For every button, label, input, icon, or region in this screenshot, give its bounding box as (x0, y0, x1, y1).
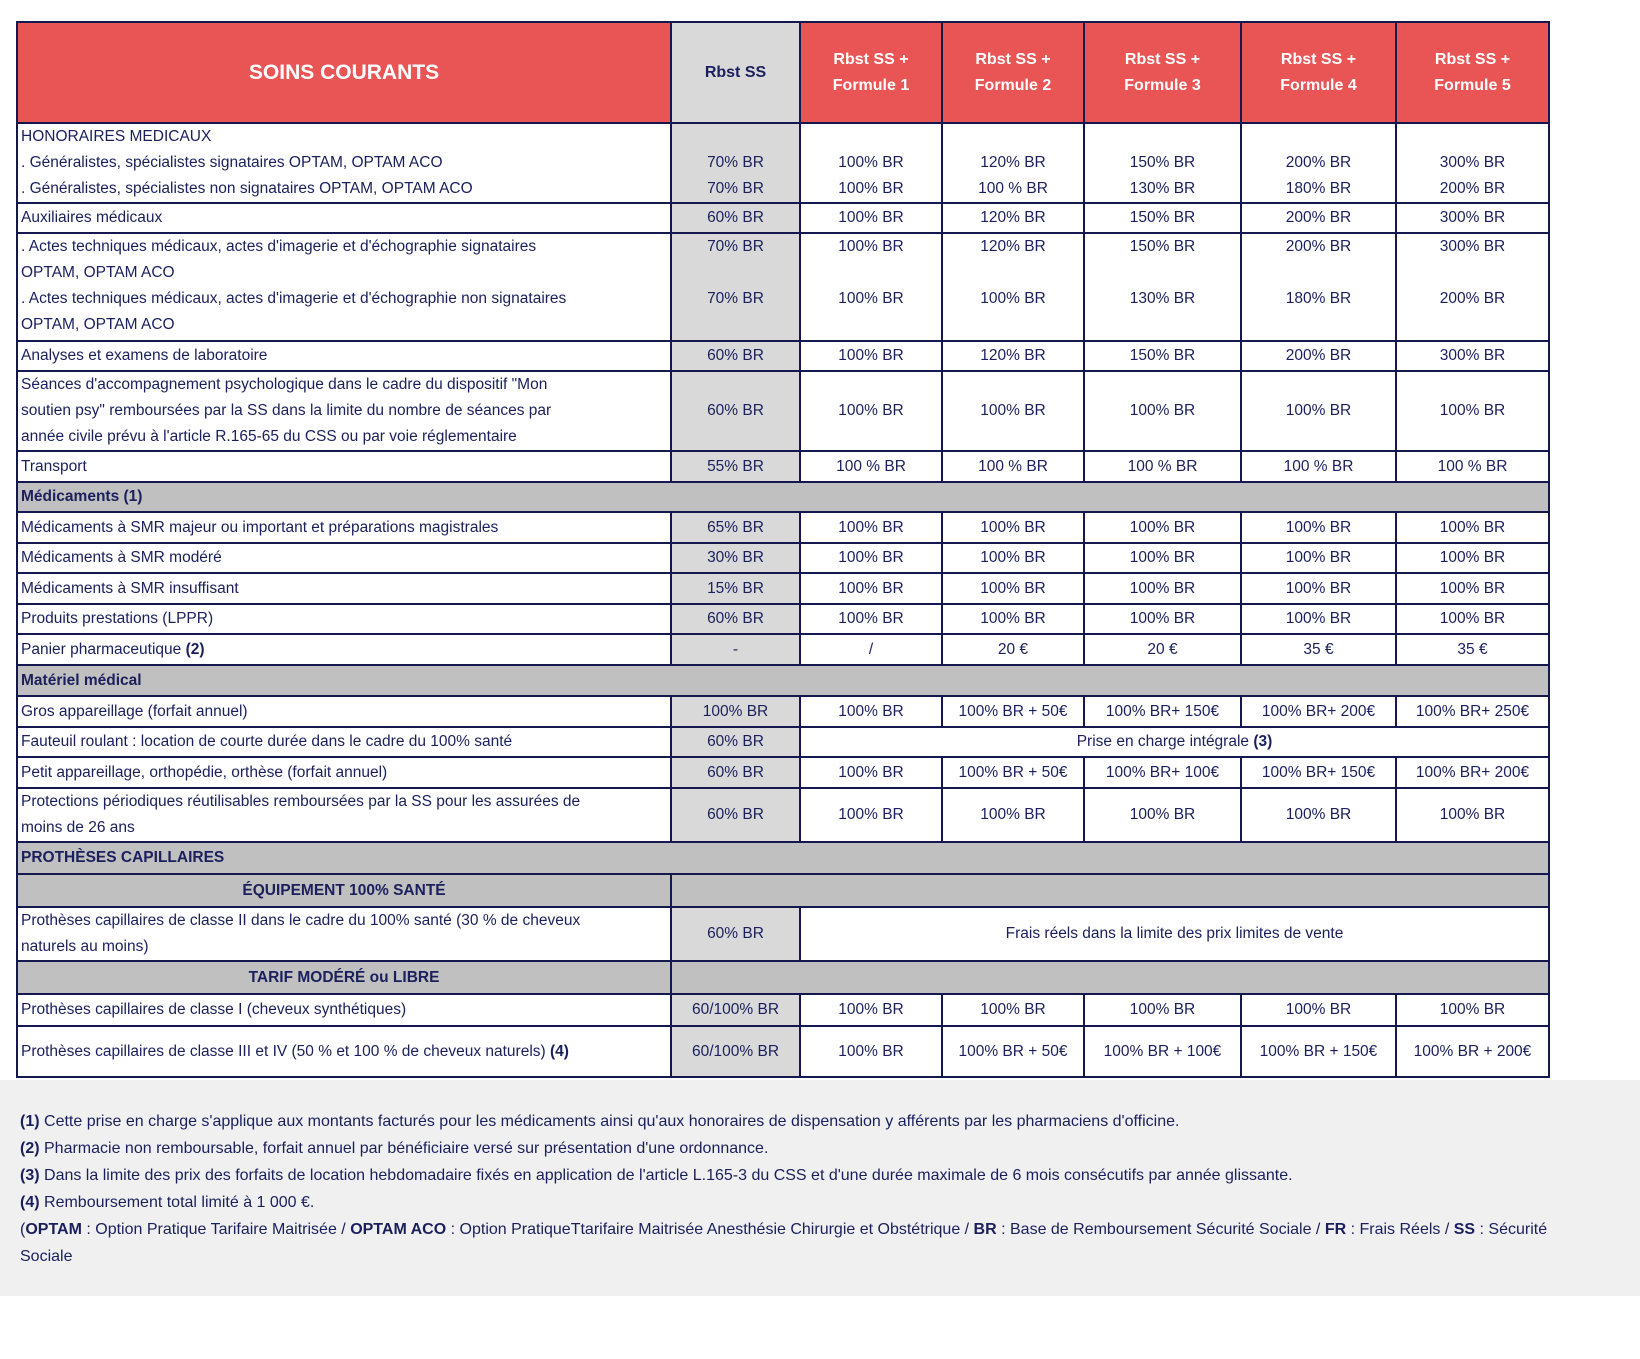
row-label-line: Prothèses capillaires de classe II dans le cadre du 100% santé (30 % de cheveux (21, 912, 581, 929)
row-label (17, 371, 671, 451)
section-row-materiel (17, 665, 1549, 696)
cell-formule-4: 100% BR (1241, 788, 1396, 842)
cell-formule-4: 100% BR (1241, 994, 1396, 1026)
column-header-line: Formule 5 (1434, 76, 1511, 94)
cell-formule-4: 100 % BR (1241, 451, 1396, 482)
cell-formule-5 (1396, 233, 1549, 341)
cell-formule-5: 300% BR (1396, 203, 1549, 233)
cell-rbst-ss: 60% BR (671, 604, 800, 634)
row-label-line: OPTAM, OPTAM ACO (21, 316, 175, 333)
cell-formule-3: 100% BR (1084, 604, 1241, 634)
column-header-formule-1 (800, 22, 942, 123)
footnotes-list (20, 1108, 1580, 1270)
cell-formule-2: 120% BR (942, 203, 1084, 233)
glossary-def: : Option Pratique Tarifaire Maitrisée / (81, 1221, 351, 1238)
table-title: SOINS COURANTS (17, 22, 671, 123)
footnote-2 (20, 1135, 1580, 1162)
cell-value: 70% BR (707, 290, 764, 307)
footnotes-panel (0, 1080, 1640, 1296)
cell-formule-4: 35 € (1241, 634, 1396, 665)
cell-rbst-ss: 60/100% BR (671, 1026, 800, 1077)
cell-rbst-ss: 60% BR (671, 203, 800, 233)
footnote-text: Dans la limite des prix des forfaits de location hebdomadaire fixés en application de l'article L.165-3 du CSS et d'une durée maximale de 6 mois consécutifs par année glissante. (39, 1167, 1293, 1184)
cell-formule-3: 100% BR (1084, 573, 1241, 604)
cell-formule-3: 100% BR (1084, 371, 1241, 451)
cell-formule-1 (800, 123, 942, 203)
cell-rbst-ss: 60% BR (671, 341, 800, 371)
cell-rbst-ss: 15% BR (671, 573, 800, 604)
cell-formule-1: 100% BR (800, 203, 942, 233)
glossary-term: OPTAM ACO (350, 1221, 447, 1238)
cell-formule-2: 100% BR (942, 543, 1084, 573)
glossary-term: FR (1324, 1221, 1347, 1238)
subsection-title: TARIF MODÉRÉ ou LIBRE (17, 961, 671, 994)
cell-formule-4: 100% BR (1241, 573, 1396, 604)
cell-formule-1: 100% BR (800, 788, 942, 842)
cell-rbst-ss: - (671, 634, 800, 665)
table-row (17, 788, 1549, 842)
column-header-line: Rbst SS + (833, 50, 909, 68)
table-row (17, 696, 1549, 727)
row-label-line: HONORAIRES MEDICAUX (21, 128, 212, 145)
table-row (17, 1026, 1549, 1077)
column-header-formule-2 (942, 22, 1084, 123)
cell-formule-1: 100% BR (800, 604, 942, 634)
cell-formule-3: 100% BR + 100€ (1084, 1026, 1241, 1077)
cell-formule-1 (800, 233, 942, 341)
cell-formule-1: 100 % BR (800, 451, 942, 482)
cell-value: 150% BR (1129, 238, 1196, 255)
glossary-def: : Frais Réels / (1346, 1221, 1454, 1238)
cell-formule-3: 100% BR (1084, 788, 1241, 842)
row-label (17, 123, 671, 203)
cell-value: Prise en charge intégrale (1076, 733, 1254, 750)
column-header-line: Rbst SS + (1280, 50, 1357, 68)
cell-value: 180% BR (1285, 290, 1352, 307)
subsection-row-equipement (17, 874, 1549, 907)
cell-formule-1: 100% BR (800, 1026, 942, 1077)
cell-value: 70% BR (707, 180, 764, 197)
row-label-text: Panier pharmaceutique (21, 640, 186, 658)
footnote-1 (20, 1108, 1580, 1135)
cell-formule-2: 100% BR + 50€ (942, 757, 1084, 788)
cell-formule-2: 100% BR (942, 788, 1084, 842)
cell-formule-3: 20 € (1084, 634, 1241, 665)
cell-formule-3: 100% BR+ 150€ (1084, 696, 1241, 727)
column-header-formule-5 (1396, 22, 1549, 123)
cell-formule-2: 100% BR (942, 604, 1084, 634)
table-row (17, 371, 1549, 451)
cell-value: 70% BR (707, 154, 764, 171)
row-label-line: soutien psy" remboursées par la SS dans la limite du nombre de séances par (21, 402, 552, 419)
cell-value: 120% BR (980, 154, 1046, 171)
table-row (17, 341, 1549, 371)
row-label: Transport (17, 451, 671, 482)
cell-formule-5: 300% BR (1396, 341, 1549, 371)
cell-formule-4 (1241, 233, 1396, 341)
cell-formule-5: 100% BR (1396, 371, 1549, 451)
cell-formule-2: 100% BR + 50€ (942, 696, 1084, 727)
row-label-line: . Généralistes, spécialistes signataires OPTAM, OPTAM ACO (21, 154, 443, 171)
cell-value: 200% BR (1285, 238, 1352, 255)
section-row-medicaments (17, 482, 1549, 512)
table-row (17, 757, 1549, 788)
guarantees-table (16, 21, 1550, 1078)
column-header-line: Formule 4 (1280, 76, 1357, 94)
cell-formule-2: 100 % BR (942, 451, 1084, 482)
cell-rbst-ss: 30% BR (671, 543, 800, 573)
cell-formule-3 (1084, 123, 1241, 203)
table-row (17, 604, 1549, 634)
cell-formule-3: 100% BR (1084, 512, 1241, 543)
section-title: PROTHÈSES CAPILLAIRES (17, 842, 1549, 874)
footnote-text: Cette prise en charge s'applique aux montants facturés pour les médicaments ainsi qu'aux honoraires de dispensation y afférents par les pharmaciens d'officine. (39, 1113, 1180, 1130)
cell-rbst-ss: 60% BR (671, 788, 800, 842)
cell-merged-formules (800, 727, 1549, 757)
cell-formule-2: 100% BR + 50€ (942, 1026, 1084, 1077)
column-header-line: Rbst SS + (1434, 50, 1511, 68)
cell-value: 200% BR (1439, 180, 1506, 197)
cell-formule-3: 100% BR (1084, 994, 1241, 1026)
footnote-mark: (1) (20, 1113, 40, 1130)
cell-merged-formules: Frais réels dans la limite des prix limites de vente (800, 907, 1549, 961)
cell-formule-5: 100% BR+ 200€ (1396, 757, 1549, 788)
cell-formule-5: 100% BR (1396, 604, 1549, 634)
cell-formule-1: / (800, 634, 942, 665)
cell-value: 200% BR (1439, 290, 1506, 307)
table-row (17, 543, 1549, 573)
footnote-3 (20, 1162, 1580, 1189)
cell-formule-2 (942, 123, 1084, 203)
row-label: Médicaments à SMR insuffisant (17, 573, 671, 604)
cell-formule-2 (942, 233, 1084, 341)
cell-rbst-ss (671, 123, 800, 203)
table-row-honoraires (17, 123, 1549, 203)
row-label (17, 1026, 671, 1077)
cell-formule-2: 100% BR (942, 512, 1084, 543)
cell-formule-5: 100% BR (1396, 543, 1549, 573)
cell-formule-3: 100% BR (1084, 543, 1241, 573)
glossary-term: BR (973, 1221, 997, 1238)
subsection-filler (671, 874, 1549, 907)
footnote-text: Remboursement total limité à 1 000 €. (39, 1194, 315, 1211)
cell-formule-1: 100% BR (800, 512, 942, 543)
cell-formule-4 (1241, 123, 1396, 203)
cell-rbst-ss: 55% BR (671, 451, 800, 482)
section-title: Médicaments (1) (17, 482, 1549, 512)
table-row (17, 994, 1549, 1026)
cell-formule-4: 100% BR (1241, 512, 1396, 543)
cell-value: 150% BR (1129, 154, 1196, 171)
row-label-line: Séances d'accompagnement psychologique dans le cadre du dispositif "Mon (21, 376, 548, 393)
cell-formule-3: 150% BR (1084, 341, 1241, 371)
row-label (17, 233, 671, 341)
cell-value: 300% BR (1439, 238, 1506, 255)
cell-formule-5: 35 € (1396, 634, 1549, 665)
table-row (17, 451, 1549, 482)
footnote-ref: (3) (1253, 733, 1273, 750)
cell-formule-2: 100% BR (942, 573, 1084, 604)
column-header-formule-4 (1241, 22, 1396, 123)
footnote-ref: (2) (185, 640, 205, 658)
footnote-mark: (4) (20, 1194, 40, 1211)
cell-rbst-ss: 100% BR (671, 696, 800, 727)
column-header-line: Formule 2 (974, 76, 1052, 94)
cell-formule-5: 100% BR (1396, 788, 1549, 842)
table-row (17, 203, 1549, 233)
cell-rbst-ss: 60% BR (671, 757, 800, 788)
row-label-line: . Actes techniques médicaux, actes d'imagerie et d'échographie non signataires (21, 290, 567, 307)
cell-value: 100% BR (838, 180, 904, 197)
footnote-mark: (3) (20, 1167, 40, 1184)
cell-formule-3: 150% BR (1084, 203, 1241, 233)
column-header-line: Rbst SS + (975, 50, 1051, 68)
row-label-line: . Actes techniques médicaux, actes d'imagerie et d'échographie signataires (21, 238, 537, 255)
table-row (17, 512, 1549, 543)
table-row (17, 907, 1549, 961)
row-label-line: OPTAM, OPTAM ACO (21, 264, 175, 281)
subsection-row-tarif (17, 961, 1549, 994)
glossary (20, 1216, 1580, 1270)
row-label: Gros appareillage (forfait annuel) (17, 696, 671, 727)
cell-value: 200% BR (1285, 154, 1352, 171)
footnote-ref: (4) (550, 1042, 569, 1060)
cell-value: 100% BR (838, 238, 904, 255)
cell-formule-4: 100% BR (1241, 371, 1396, 451)
cell-rbst-ss: 60% BR (671, 727, 800, 757)
cell-formule-1: 100% BR (800, 371, 942, 451)
cell-formule-2: 120% BR (942, 341, 1084, 371)
section-title: Matériel médical (17, 665, 1549, 696)
cell-value: 100 % BR (978, 180, 1048, 197)
column-header-line: Formule 1 (832, 76, 910, 94)
cell-rbst-ss (671, 233, 800, 341)
cell-formule-4: 100% BR + 150€ (1241, 1026, 1396, 1077)
cell-value: 180% BR (1285, 180, 1352, 197)
row-label (17, 907, 671, 961)
cell-formule-2: 100% BR (942, 994, 1084, 1026)
cell-formule-5: 100% BR (1396, 512, 1549, 543)
column-header-line: Rbst SS + (1124, 50, 1201, 68)
footnote-text: Pharmacie non remboursable, forfait annuel par bénéficiaire versé sur présentation d'une ordonnance. (39, 1140, 769, 1157)
column-header-line: Formule 3 (1124, 76, 1201, 94)
cell-formule-5: 100% BR (1396, 573, 1549, 604)
row-label-line: année civile prévu à l'article R.165-65 du CSS ou par voie réglementaire (21, 428, 517, 445)
cell-value: 100% BR (980, 290, 1046, 307)
cell-value: 120% BR (980, 238, 1046, 255)
row-label-text: Prothèses capillaires de classe III et IV (50 % et 100 % de cheveux naturels) (21, 1042, 550, 1060)
cell-rbst-ss: 60% BR (671, 907, 800, 961)
row-label: Fauteuil roulant : location de courte durée dans le cadre du 100% santé (17, 727, 671, 757)
cell-value: 100% BR (838, 154, 904, 171)
row-label: Produits prestations (LPPR) (17, 604, 671, 634)
cell-formule-3: 100% BR+ 100€ (1084, 757, 1241, 788)
table-row (17, 573, 1549, 604)
cell-value: 130% BR (1129, 180, 1196, 197)
cell-formule-1: 100% BR (800, 341, 942, 371)
cell-formule-5: 100% BR + 200€ (1396, 1026, 1549, 1077)
cell-rbst-ss: 60/100% BR (671, 994, 800, 1026)
glossary-def: : Option PratiqueTtarifaire Maitrisée Anesthésie Chirurgie et Obstétrique / (446, 1221, 974, 1238)
cell-formule-3 (1084, 233, 1241, 341)
cell-formule-2: 100% BR (942, 371, 1084, 451)
column-header-formule-3 (1084, 22, 1241, 123)
row-label: Analyses et examens de laboratoire (17, 341, 671, 371)
row-label: Petit appareillage, orthopédie, orthèse (forfait annuel) (17, 757, 671, 788)
cell-formule-4: 100% BR (1241, 604, 1396, 634)
table-row-actes (17, 233, 1549, 341)
glossary-def: : Sécurité Sociale (20, 1221, 1548, 1265)
cell-formule-5: 100% BR (1396, 994, 1549, 1026)
cell-formule-1: 100% BR (800, 696, 942, 727)
cell-rbst-ss: 65% BR (671, 512, 800, 543)
glossary-term: OPTAM (25, 1221, 82, 1238)
glossary-term: SS (1453, 1221, 1476, 1238)
cell-formule-1: 100% BR (800, 573, 942, 604)
cell-formule-4: 100% BR (1241, 543, 1396, 573)
row-label-line: moins de 26 ans (21, 819, 135, 836)
cell-value: 300% BR (1439, 154, 1506, 171)
cell-formule-2: 20 € (942, 634, 1084, 665)
cell-value: 70% BR (707, 238, 764, 255)
cell-formule-5 (1396, 123, 1549, 203)
row-label-line: . Généralistes, spécialistes non signataires OPTAM, OPTAM ACO (21, 180, 473, 197)
cell-formule-4: 200% BR (1241, 341, 1396, 371)
footnote-4 (20, 1189, 1580, 1216)
column-header-rbst-ss: Rbst SS (671, 22, 800, 123)
glossary-paren: ( (20, 1221, 26, 1238)
cell-formule-1: 100% BR (800, 757, 942, 788)
subsection-filler (671, 961, 1549, 994)
row-label: Prothèses capillaires de classe I (cheveux synthétiques) (17, 994, 671, 1026)
cell-rbst-ss: 60% BR (671, 371, 800, 451)
row-label-line: Protections périodiques réutilisables remboursées par la SS pour les assurées de (21, 793, 581, 810)
row-label (17, 788, 671, 842)
cell-formule-5: 100 % BR (1396, 451, 1549, 482)
row-label (17, 634, 671, 665)
table-header-row (17, 22, 1549, 123)
table-row-panier (17, 634, 1549, 665)
glossary-def: : Base de Remboursement Sécurité Sociale / (996, 1221, 1325, 1238)
cell-formule-4: 100% BR+ 200€ (1241, 696, 1396, 727)
section-row-protheses (17, 842, 1549, 874)
row-label: Médicaments à SMR modéré (17, 543, 671, 573)
cell-formule-4: 200% BR (1241, 203, 1396, 233)
cell-value: 130% BR (1129, 290, 1196, 307)
row-label: Auxiliaires médicaux (17, 203, 671, 233)
footnote-mark: (2) (20, 1140, 40, 1157)
cell-formule-4: 100% BR+ 150€ (1241, 757, 1396, 788)
row-label: Médicaments à SMR majeur ou important et préparations magistrales (17, 512, 671, 543)
cell-formule-1: 100% BR (800, 994, 942, 1026)
cell-formule-1: 100% BR (800, 543, 942, 573)
cell-value: 100% BR (838, 290, 904, 307)
subsection-title: ÉQUIPEMENT 100% SANTÉ (17, 874, 671, 907)
cell-formule-3: 100 % BR (1084, 451, 1241, 482)
table-row (17, 727, 1549, 757)
row-label-line: naturels au moins) (21, 938, 149, 955)
cell-formule-5: 100% BR+ 250€ (1396, 696, 1549, 727)
